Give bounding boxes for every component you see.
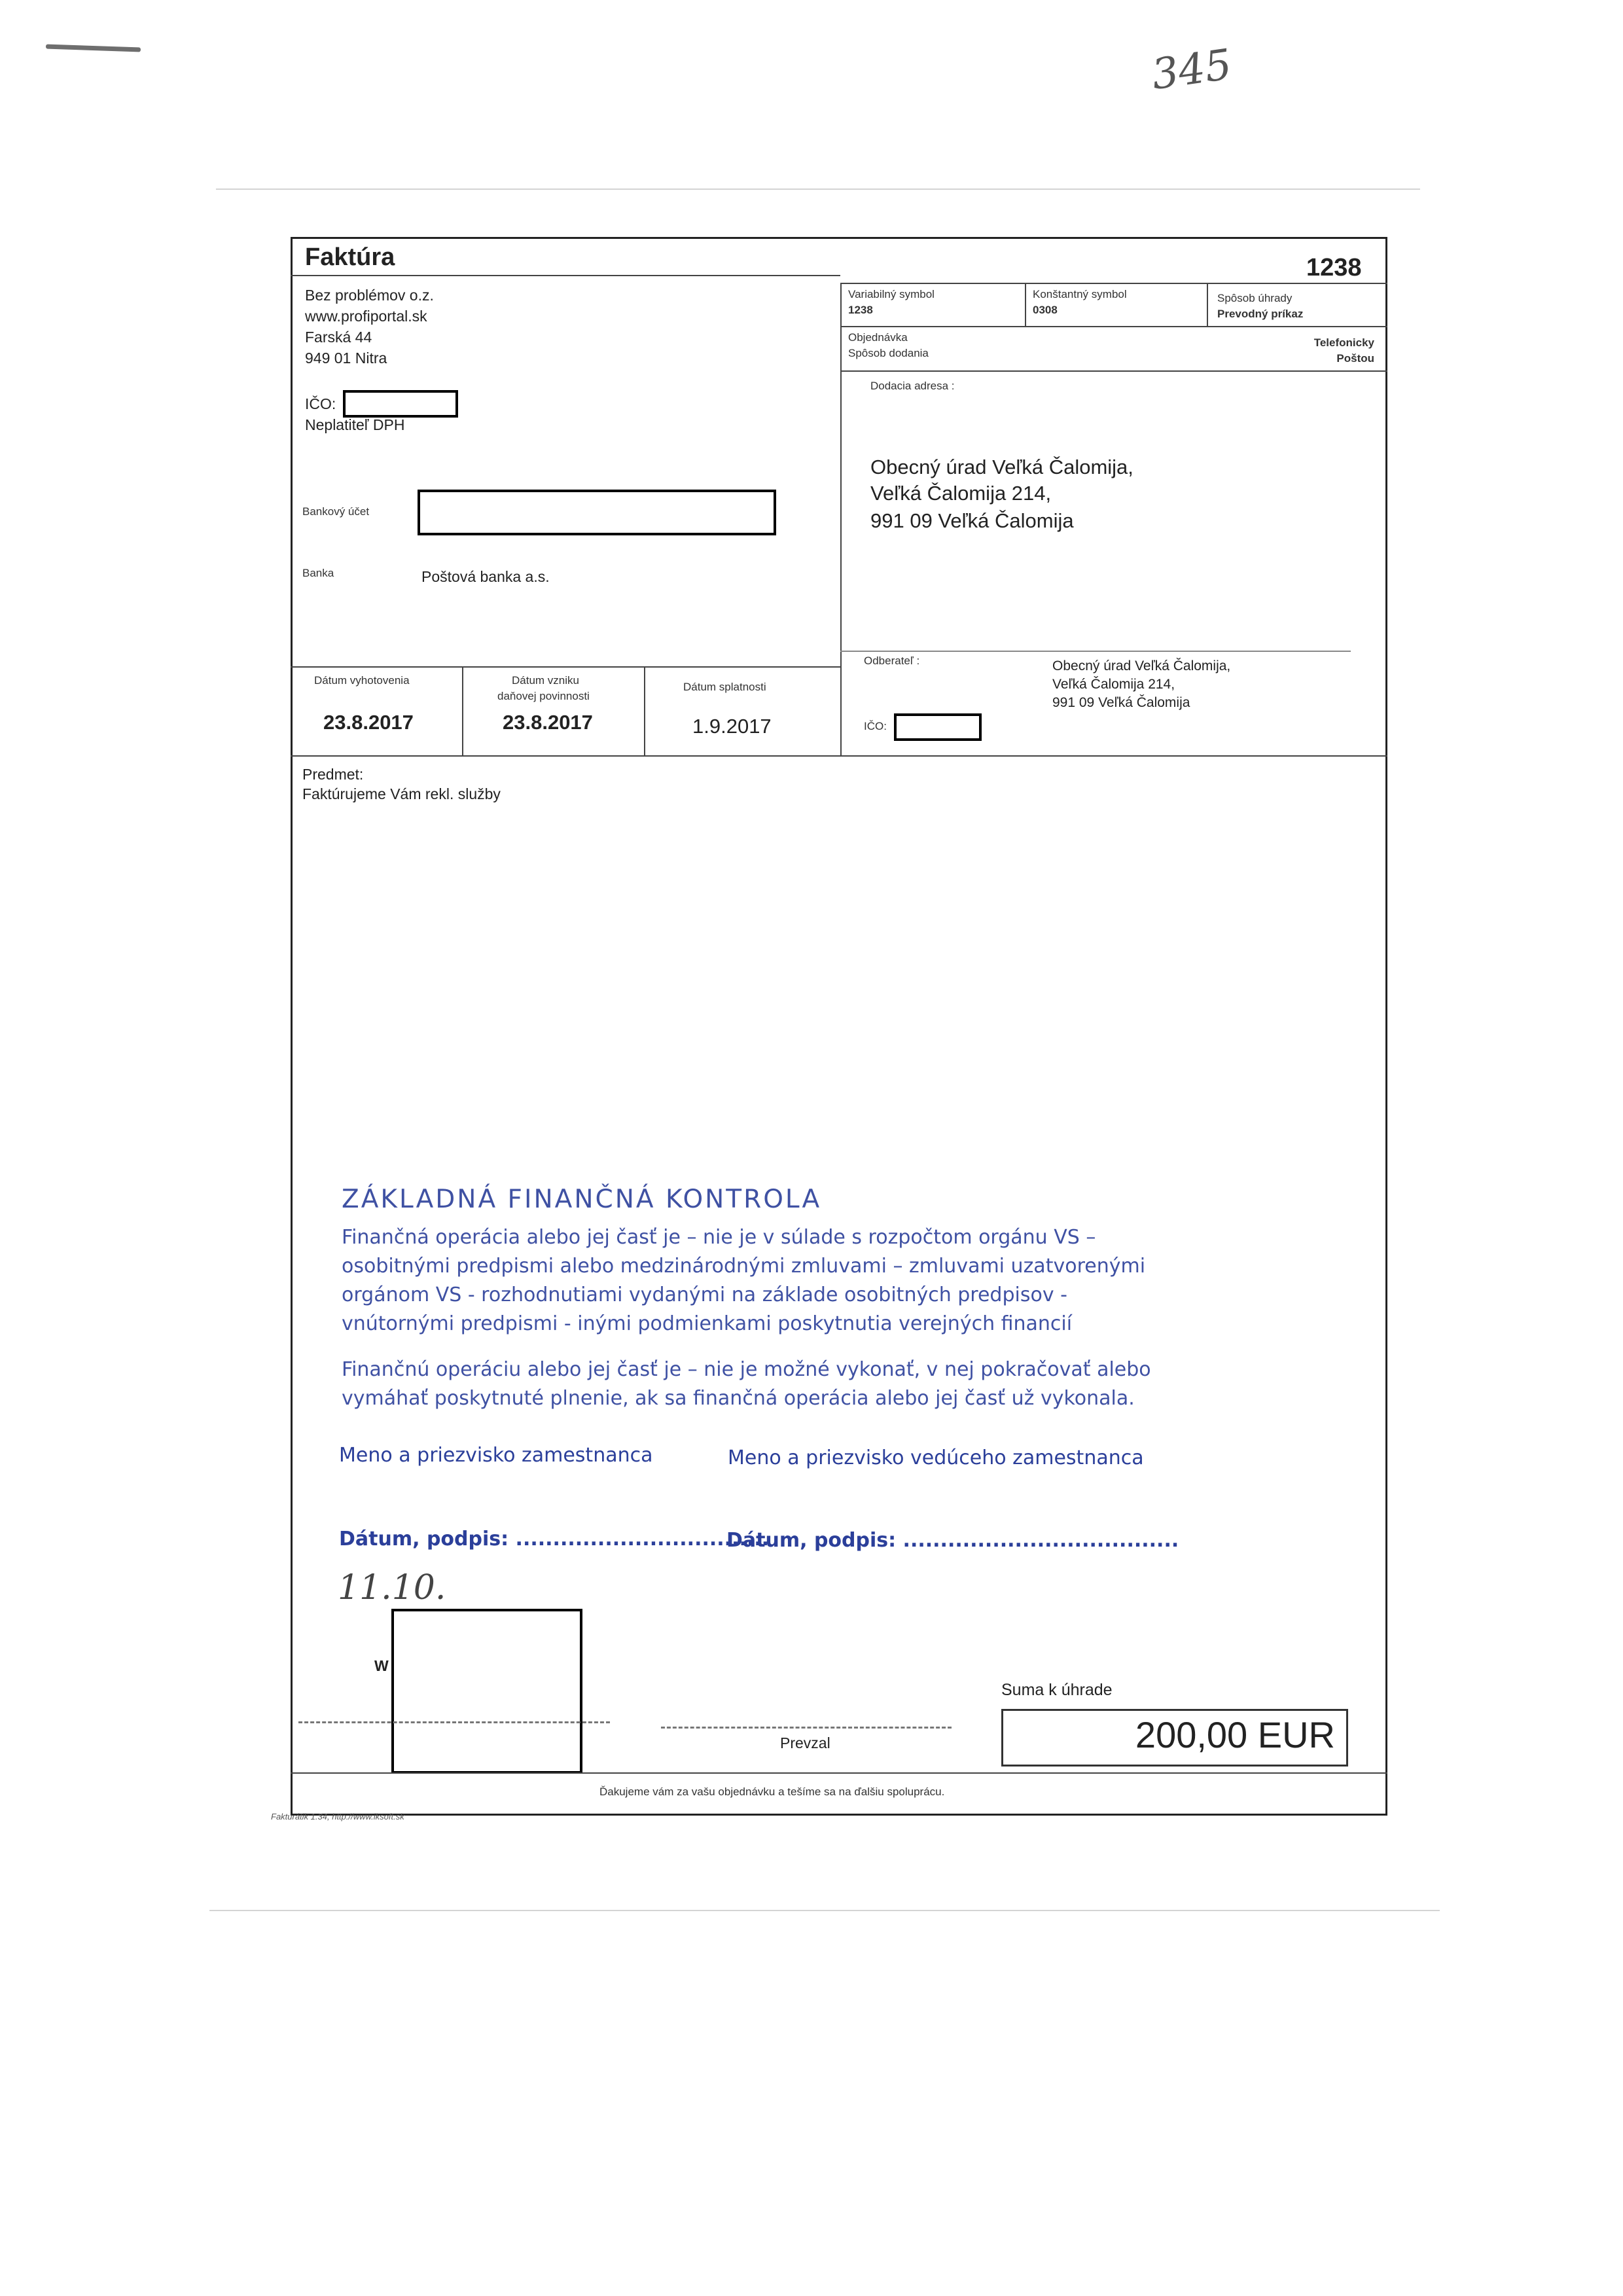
stamp-employee-label: Meno a priezvisko zamestnanca bbox=[339, 1444, 653, 1467]
variable-symbol-label: Variabilný symbol bbox=[848, 288, 935, 300]
scan-mark bbox=[46, 44, 141, 52]
total-amount: 200,00 EUR bbox=[1135, 1714, 1335, 1755]
page-note-handwritten: 345 bbox=[1149, 40, 1235, 100]
column-divider bbox=[840, 283, 842, 755]
bank-account-label: Bankový účet bbox=[302, 505, 370, 518]
handwritten-date: 11.10. bbox=[338, 1568, 446, 1607]
stamp-paragraph1-line4: vnútornými predpismi - inými podmienkami poskytnutia verejných financií bbox=[342, 1312, 1073, 1335]
stamp-paragraph1-line3: orgánom VS - rozhodnutiami vydanými na základe osobitných predpisov - bbox=[342, 1283, 1067, 1306]
variable-symbol: 1238 bbox=[848, 304, 873, 316]
bank-name: Poštová banka a.s. bbox=[421, 568, 550, 585]
supplier-street: Farská 44 bbox=[305, 329, 372, 346]
customer-label: Odberateľ : bbox=[864, 655, 920, 667]
tax-date-label-1: Dátum vzniku bbox=[512, 674, 579, 687]
delivery-method-label: Spôsob dodania bbox=[848, 347, 929, 359]
signature-fragment: W bbox=[374, 1657, 389, 1674]
redacted-signature-box bbox=[391, 1609, 582, 1774]
grid-divider-1 bbox=[1025, 283, 1026, 326]
due-date-label: Dátum splatnosti bbox=[683, 681, 766, 693]
customer-divider bbox=[840, 651, 1351, 652]
redacted-bank-account bbox=[418, 490, 776, 535]
invoice-frame bbox=[291, 237, 1387, 1816]
customer-line3: 991 09 Veľká Čalomija bbox=[1052, 695, 1190, 710]
scan-line-bottom bbox=[209, 1910, 1440, 1911]
stamp-paragraph1-line1: Finančná operácia alebo jej časť je – nie je v súlade s rozpočtom orgánu VS – bbox=[342, 1226, 1096, 1249]
dates-divider-1 bbox=[462, 666, 463, 755]
supplier-name: Bez problémov o.z. bbox=[305, 287, 434, 304]
supplier-city: 949 01 Nitra bbox=[305, 350, 387, 367]
subject-text: Faktúrujeme Vám rekl. služby bbox=[302, 785, 501, 802]
stamp-manager-label: Meno a priezvisko vedúceho zamestnanca bbox=[728, 1446, 1144, 1469]
stamp-paragraph1-line2: osobitnými predpismi alebo medzinárodnými zmluvami – zmluvami uzatvorenými bbox=[342, 1255, 1146, 1278]
grid-hline-1 bbox=[840, 326, 1387, 327]
stamp-paragraph2-line2: vymáhať poskytnuté plnenie, ak sa finančná operácia alebo jej časť už vykonala. bbox=[342, 1387, 1135, 1410]
supplier-ico-label: IČO: bbox=[305, 395, 336, 412]
customer-ico-label: IČO: bbox=[864, 720, 887, 732]
payment-method-label: Spôsob úhrady bbox=[1217, 292, 1293, 304]
invoice-title: Faktúra bbox=[305, 243, 395, 271]
subject-label: Predmet: bbox=[302, 766, 364, 783]
supplier-vat-status: Neplatiteľ DPH bbox=[305, 416, 405, 433]
grid-hline-2 bbox=[840, 370, 1387, 372]
footer-line bbox=[291, 1772, 1387, 1774]
bank-label: Banka bbox=[302, 567, 334, 579]
stamp-paragraph2-line1: Finančnú operáciu alebo jej časť je – nie je možné vykonať, v nej pokračovať alebo bbox=[342, 1358, 1151, 1381]
financial-control-stamp bbox=[342, 1185, 1166, 1413]
scan-line-top bbox=[216, 188, 1420, 190]
delivery-address-line3: 991 09 Veľká Čalomija bbox=[870, 509, 1074, 532]
delivery-method: Poštou bbox=[1336, 352, 1374, 365]
invoice-number: 1238 bbox=[1306, 254, 1362, 281]
constant-symbol: 0308 bbox=[1033, 304, 1058, 316]
delivery-address-line1: Obecný úrad Veľká Čalomija, bbox=[870, 456, 1133, 478]
redacted-supplier-ico bbox=[343, 390, 458, 418]
software-note: Fakturátik 1.34, http://www.iksoft.sk bbox=[271, 1812, 404, 1821]
customer-line1: Obecný úrad Veľká Čalomija, bbox=[1052, 658, 1231, 673]
payment-method: Prevodný príkaz bbox=[1217, 308, 1304, 320]
receiver-signature-line bbox=[661, 1727, 952, 1729]
customer-line2: Veľká Čalomija 214, bbox=[1052, 677, 1175, 692]
dates-top-line bbox=[291, 666, 840, 668]
title-divider bbox=[291, 275, 840, 276]
redacted-customer-ico bbox=[894, 713, 982, 741]
dates-bottom-line bbox=[291, 755, 1387, 757]
order-value: Telefonicky bbox=[1313, 336, 1374, 349]
delivery-address-label: Dodacia adresa : bbox=[870, 380, 955, 392]
issue-date-label: Dátum vyhotovenia bbox=[314, 674, 410, 687]
order-label: Objednávka bbox=[848, 331, 908, 344]
issue-date: 23.8.2017 bbox=[323, 711, 414, 734]
footer-thanks: Ďakujeme vám za vašu objednávku a tešíme sa na ďalšiu spoluprácu. bbox=[599, 1785, 945, 1798]
grid-divider-2 bbox=[1207, 283, 1208, 326]
stamp-date-signature-2: Dátum, podpis: ..................................... bbox=[726, 1529, 1179, 1552]
dates-divider-2 bbox=[644, 666, 645, 755]
issuer-signature-line bbox=[298, 1721, 610, 1723]
due-date: 1.9.2017 bbox=[692, 715, 772, 738]
tax-date: 23.8.2017 bbox=[503, 711, 593, 734]
stamp-title: ZÁKLADNÁ FINANČNÁ KONTROLA bbox=[342, 1185, 822, 1214]
delivery-address-line2: Veľká Čalomija 214, bbox=[870, 482, 1052, 505]
total-label: Suma k úhrade bbox=[1001, 1681, 1113, 1699]
tax-date-label-2: daňovej povinnosti bbox=[497, 690, 590, 702]
stamp-date-signature-1: Dátum, podpis: .................................. bbox=[339, 1528, 770, 1551]
title-divider-right bbox=[840, 283, 1387, 284]
constant-symbol-label: Konštantný symbol bbox=[1033, 288, 1127, 300]
supplier-web: www.profiportal.sk bbox=[305, 308, 427, 325]
received-label: Prevzal bbox=[780, 1734, 830, 1751]
